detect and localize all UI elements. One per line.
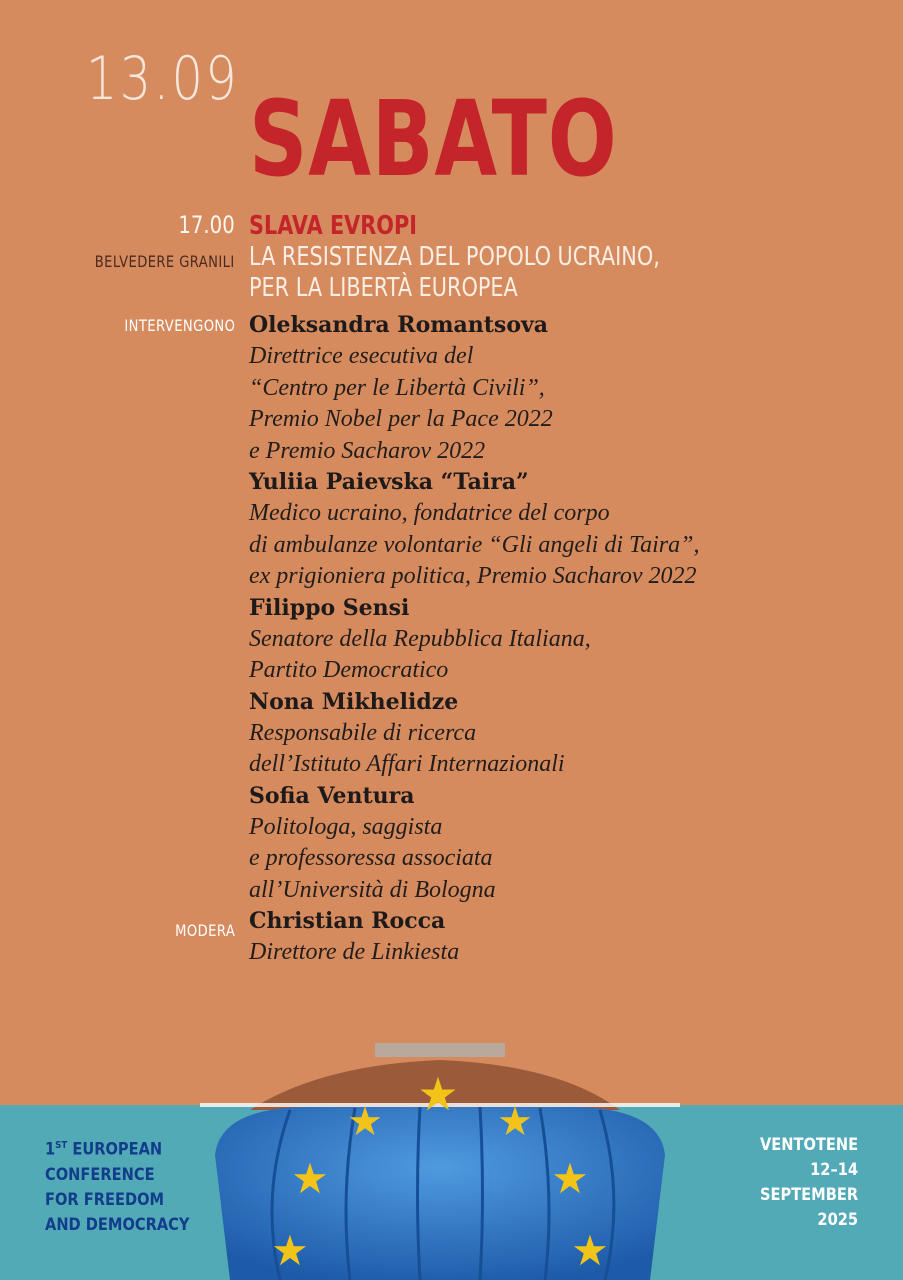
speaker-role-line: Responsabile di ricerca xyxy=(249,719,477,746)
speaker-role-line: ex prigioniera politica, Premio Sacharov 2022 xyxy=(249,563,697,589)
speaker-role-line: Senatore della Repubblica Italiana, xyxy=(249,625,591,652)
conference-line2: CONFERENCE xyxy=(45,1164,155,1185)
speaker xyxy=(249,781,809,907)
speaker xyxy=(249,467,809,593)
speaker-name: Sofia Ventura xyxy=(249,782,415,809)
conference-month: SEPTEMBER xyxy=(759,1185,858,1205)
conference-ordinal: 1 xyxy=(45,1139,56,1160)
event-subtitle-line1: LA RESISTENZA DEL POPOLO UCRAINO, xyxy=(249,242,660,272)
speaker-name: Yuliia Paievska “Taira” xyxy=(249,469,529,495)
speaker-role-line: “Centro per le Libertà Civili”, xyxy=(249,374,545,401)
svg-text:★: ★ xyxy=(417,1067,459,1121)
conference-line1: EUROPEAN xyxy=(67,1139,163,1160)
speakers-label: INTERVENGONO xyxy=(123,316,235,335)
speaker-role-line: Medico ucraino, fondatrice del corpo xyxy=(249,500,610,526)
speaker-role-line: e Premio Sacharov 2022 xyxy=(249,437,486,464)
event-time: 17.00 xyxy=(178,211,235,239)
speaker-name: Filippo Sensi xyxy=(249,594,410,621)
speaker xyxy=(249,593,809,687)
conference-line4: AND DEMOCRACY xyxy=(45,1214,190,1235)
speaker-role-line: all’Università di Bologna xyxy=(249,876,496,903)
speaker-role-line: di ambulanze volontarie “Gli angeli di Taira”, xyxy=(249,531,700,558)
event-date: 13.09 xyxy=(86,44,240,114)
moderator-label: MODERA xyxy=(174,921,235,940)
event-day: SABATO xyxy=(249,78,618,200)
conference-year: 2025 xyxy=(817,1210,858,1230)
speaker xyxy=(249,310,809,467)
svg-text:★: ★ xyxy=(571,1226,609,1275)
conference-ordinal-suffix: ST xyxy=(55,1140,68,1151)
moderator-name: Christian Rocca xyxy=(249,908,446,934)
moderator-role-line: Direttore de Linkiesta xyxy=(249,939,460,965)
speaker-role-line: e professoressa associata xyxy=(249,845,493,871)
speaker-name: Nona Mikhelidze xyxy=(249,688,459,715)
svg-text:★: ★ xyxy=(271,1226,309,1275)
event-venue: BELVEDERE GRANILI xyxy=(95,252,235,271)
conference-venue-dates xyxy=(760,1133,858,1233)
conference-title xyxy=(45,1133,190,1238)
speaker-role-line: Partito Democratico xyxy=(249,657,449,683)
conference-line3: FOR FREEDOM xyxy=(45,1189,165,1210)
svg-text:★: ★ xyxy=(291,1154,329,1203)
event-subtitle-line2: PER LA LIBERTÀ EUROPEA xyxy=(249,273,518,303)
moderator xyxy=(249,906,809,969)
svg-text:★: ★ xyxy=(497,1099,533,1145)
speaker-role-line: Direttrice esecutiva del xyxy=(249,343,474,369)
speaker xyxy=(249,687,809,781)
buildings xyxy=(375,1043,505,1057)
speaker-list xyxy=(249,310,809,969)
event-title: SLAVA EVROPI xyxy=(249,211,417,241)
conference-location: VENTOTENE xyxy=(759,1135,858,1155)
speaker-role-line: Politologa, saggista xyxy=(249,813,443,840)
svg-text:★: ★ xyxy=(551,1154,589,1203)
island-illustration xyxy=(180,1035,700,1280)
svg-text:★: ★ xyxy=(347,1099,383,1145)
speaker-role-line: Premio Nobel per la Pace 2022 xyxy=(249,406,553,432)
conference-dates: 12–14 xyxy=(809,1160,858,1180)
speaker-name: Oleksandra Romantsova xyxy=(249,312,549,338)
speaker-role-line: dell’Istituto Affari Internazionali xyxy=(249,751,565,777)
